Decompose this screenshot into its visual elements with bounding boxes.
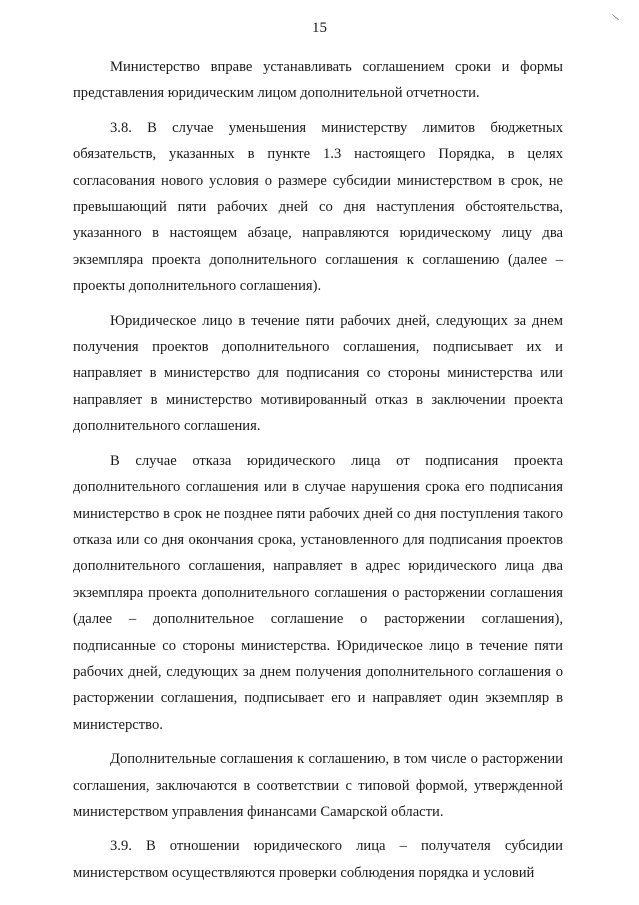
paragraph-3-8: 3.8. В случае уменьшения министерству лимитов бюджетных обязательств, указанных в пункте 1.3 настоящего Порядка, в целях согласования нового условия о размере субсидии министерством в срок, не превышающий пяти рабочих дней со дня наступления обстоятельства, указанного в настоящем абзаце, направляются юридическому лицу два экземпляра проекта дополнительного соглашения к соглашению (далее – проекты дополнительного соглашения). (73, 119, 563, 295)
scan-mark: \ (610, 10, 621, 24)
paragraph-3-9: 3.9. В отношении юридического лица – получателя субсидии министерством осуществляются проверки соблюдения порядка и условий (73, 838, 563, 881)
paragraph-refusal: В случае отказа юридического лица от подписания проекта дополнительного соглашения или в случае нарушения срока его подписания министерство в срок не позднее пяти рабочих дней со дня поступления такого отказа или со дня окончания срока, установленного для подписания проектов дополнительного соглашения, направляет в адрес юридического лица два экземпляра проекта дополнительного соглашения о расторжении соглашения (далее – дополнительное соглашение о расторжении соглашения), подписанные со стороны министерства. Юридическое лицо в течение пяти рабочих дней, следующих за днем получения дополнительного соглашения о расторжении соглашения, подписывает его и направляет один экземпляр в министерство. (73, 452, 563, 733)
paragraph-reporting: Министерство вправе устанавливать соглашением сроки и формы представления юридическим лицом дополнительной отчетности. (73, 59, 563, 102)
document-body (73, 54, 563, 886)
paragraph-legal-entity-signing: Юридическое лицо в течение пяти рабочих дней, следующих за днем получения проектов дополнительного соглашения, подписывает их и направляет в министерство для подписания со стороны министерства или направляет в министерство мотивированный отказ в заключении проекта дополнительного соглашения. (73, 312, 563, 435)
paragraph-additional-agreements: Дополнительные соглашения к соглашению, в том числе о расторжении соглашения, заключаются в соответствии с типовой формой, утвержденной министерством управления финансами Самарской области. (73, 751, 563, 820)
page-number: 15 (312, 20, 327, 36)
